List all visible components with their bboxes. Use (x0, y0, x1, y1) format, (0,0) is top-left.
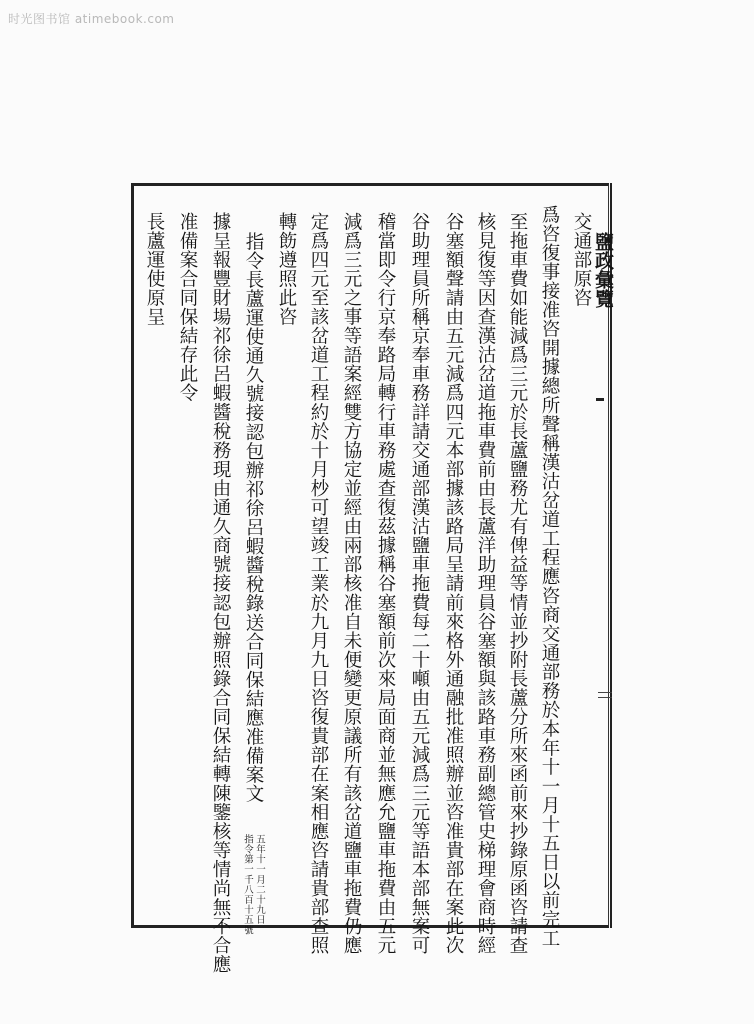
page-frame (131, 183, 609, 928)
annotation-date: 五年十一月二十九日 (254, 834, 265, 925)
text-column-4: 谷塞額聲請由五元減爲四元本部據該路局呈請前來格外通融批准照辦並咨准貴部在案此次 (443, 212, 464, 955)
text-column-3: 核見復等因查漢沽岔道拖車費前由長蘆洋助理員谷塞額與該路車務副總管史梯理會商時經 (475, 212, 496, 955)
text-column-9: 轉飭遵照此咨 (276, 212, 297, 327)
text-column-12: 准備案合同保結存此令 (177, 212, 198, 403)
running-header-title: 鹽政彙覽 (592, 232, 614, 308)
text-column-11: 據呈報豐財場祁徐呂蝦醬稅務現由通久商號接認包辦照錄合同保結轉陳鑒核等情尚無不合應 (210, 212, 231, 974)
header-mark (596, 398, 604, 401)
section-title-jiaotongbu: 交通部原咨 (571, 212, 592, 308)
text-column-1: 爲咨復事接准咨開據總所聲稱漢沽岔道工程應咨商交通部務於本年十一月十五日以前完工 (539, 205, 560, 948)
watermark: 时光图书馆 atimebook.com (8, 12, 175, 26)
text-column-13: 長蘆運使原呈 (144, 212, 165, 327)
text-column-8: 定爲四元至該岔道工程約於十月杪可望竣工業於九月九日咨復貴部在案相應咨請貴部查照 (308, 212, 329, 955)
fold-mark-top (598, 692, 612, 693)
text-column-6: 稽當即令行京奉路局轉行車務處查復茲據稱谷塞額前次來局面商並無應允鹽車拖費由五元 (375, 212, 396, 955)
text-column-5: 谷助理員所稱京奉車務詳請交通部漢沽鹽車拖費每二十噸由五元減爲三元等語本部無案可 (409, 212, 430, 955)
annotation-order-number: 指令第一千八百十五號 (242, 834, 253, 935)
order-heading: 指令長蘆運使通久號接認包辦祁徐呂蝦醬稅錄送合同保結應准備案文 (243, 232, 264, 804)
text-column-7: 減爲三元之事等語案經雙方協定並經由兩部核准自未便變更原議所有該岔道鹽車拖費仍應 (341, 212, 362, 955)
text-column-2: 至拖車費如能減爲三元於長蘆鹽務尤有俾益等情並抄附長蘆分所來函前來抄錄原函咨請查 (507, 212, 528, 955)
fold-mark-bottom (598, 697, 612, 698)
